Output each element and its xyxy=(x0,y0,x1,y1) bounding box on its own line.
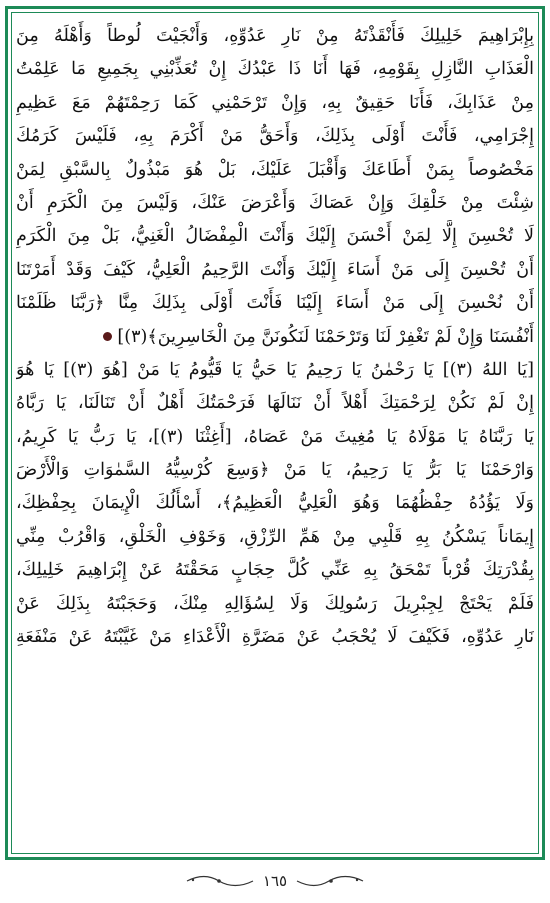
text-line: إِنْ لَمْ نَكُنْ لِرَحْمَتِكَ أَهْلاً أَنْ نَنَالَهَا فَرَحْمَتُكَ أَهْلٌ أَنْ تَنَالَنَا، يَا رَبَّاهُ xyxy=(16,393,534,414)
section-end-marker-icon xyxy=(103,332,112,341)
text-line: بِإِبْرَاهِيمَ خَلِيلِكَ فَأَنْقَذْتَهُ مِنْ نَارِ عَدُوِّهِ، وَأَنْجَيْتَ لُوطاً وَأَهْلَهُ مِنَ xyxy=(16,26,534,46)
text-line: بِقُدْرَتِكَ قُرْباً تَمْحَقُ بِهِ عَنِّي كُلَّ حِجَابٍ مَحَقْتَهُ عَنْ إِبْرَاهِيمَ خَلِيلِكَ، xyxy=(16,560,534,581)
text-line: وَلَا يَؤُدُهُ حِفْظُهُمَا وَهُوَ الْعَلِيُّ الْعَظِيمُ﴾، أَسْأَلُكَ الْإِيمَانَ بِحِفْظِكَ، xyxy=(16,493,534,514)
text-line: لَا تُحْسِنَ إِلَّا لِمَنْ أَحْسَنَ إِلَيْكَ وَأَنْتَ الْمِفْضَالُ الْغَنِيُّ، بَلْ مِنَ الْكَرَمِ xyxy=(16,226,534,247)
text-line-with-marker xyxy=(16,321,534,354)
text-line: مَخْصُوصاً بِمَنْ أَطَاعَكَ وَأَقْبَلَ عَلَيْكَ، بَلْ هُوَ مَبْذُولٌ بِالسَّبْقِ لِمَنْ xyxy=(16,159,534,180)
text-line: يَا رَبَّنَاهُ يَا مَوْلَاهُ يَا مُغِيثَ مَنْ عَصَاهُ، [أَغِثْنَا (٣)]، يَا رَبُّ يَا كَرِيمُ، xyxy=(16,426,534,447)
right-ornament-icon xyxy=(295,874,365,888)
text-line: نَارِ عَدُوِّهِ، فَكَيْفَ لَا يُحْجَبُ عَنْ مَضَرَّةِ الْأَعْدَاءِ مَنْ غَيَّبْتَهُ عَنْ مَنْفَعَةِ xyxy=(16,627,534,648)
text-line: وَارْحَمْنَا يَا بَرُّ يَا رَحِيمُ، يَا مَنْ ﴿وَسِعَ كُرْسِيُّهُ السَّمٰوَاتِ وَالْأَرْضَ xyxy=(16,460,534,481)
page-number: ١٦٥ xyxy=(262,872,288,890)
text-line: شِئْتَ مِنْ خَلْقِكَ وَإِنْ عَصَاكَ وَأَعْرَضَ عَنْكَ، وَلَيْسَ مِنَ الْكَرَمِ أَنْ xyxy=(16,192,534,213)
text-line: أَنْ نُحْسِنَ إِلَى مَنْ أَسَاءَ إِلَيْنَا فَأَنْتَ أَوْلَى بِذَلِكَ مِنَّا ﴿رَبَّنَا ظَلَمْنَا xyxy=(16,293,534,314)
text-line: مِنْ عَذَابِكَ، فَأَنَا حَقِيقٌ بِهِ، وَإِنْ تَرْحَمْنِي كَمَا رَحِمْتَهُمْ مَعَ عَظِيمِ xyxy=(16,92,534,113)
text-line: أَنْ تُحْسِنَ إِلَى مَنْ أَسَاءَ إِلَيْكَ وَأَنْتَ الرَّحِيمُ الْعَلِيُّ، كَيْفَ وَقَدْ أَمَرْتَنَا xyxy=(16,259,534,280)
text-line: إِجْرَامِي، فَأَنْتَ أَوْلَى بِذَلِكَ، وَأَحَقُّ مَنْ أَكْرَمَ بِهِ، فَلَيْسَ كَرَمُكَ xyxy=(16,126,534,147)
text-line: فَلَمْ يَحْتَجْ لِجِبْرِيلَ رَسُولِكَ وَلَا لِسُؤَالِهِ مِنْكَ، وَحَجَبْتَهُ بِذَلِكَ عَنْ xyxy=(16,593,534,614)
body-text xyxy=(16,20,534,846)
page-footer xyxy=(0,866,550,896)
text-line: إِيمَاناً يَسْكُنُ بِهِ قَلْبِي مِنْ هَمِّ الرِّزْقِ، وَخَوْفِ الْخَلْقِ، وَاقْرُبْ مِنِّي xyxy=(16,526,534,547)
text-line: الْعَذَابِ النَّازِلِ بِقَوْمِهِ، فَهَا أَنَا ذَا عَبْدُكَ إِنْ تُعَذِّبْنِي بِجَمِيعِ مَا عَلِمْتُ xyxy=(16,59,534,80)
text-line: [يَا اللهُ (٣)] يَا رَحْمٰنُ يَا رَحِيمُ يَا حَيُّ يَا قَيُّومُ يَا مَنْ [هُوَ (٣)] يَا هُوَ xyxy=(16,359,534,380)
text-line: أَنْفُسَنَا وَإِنْ لَمْ تَغْفِرْ لَنَا وَتَرْحَمْنَا لَنَكُونَنَّ مِنَ الْخَاسِرِينَ﴾(٣)] xyxy=(117,326,534,347)
left-ornament-icon xyxy=(185,874,255,888)
